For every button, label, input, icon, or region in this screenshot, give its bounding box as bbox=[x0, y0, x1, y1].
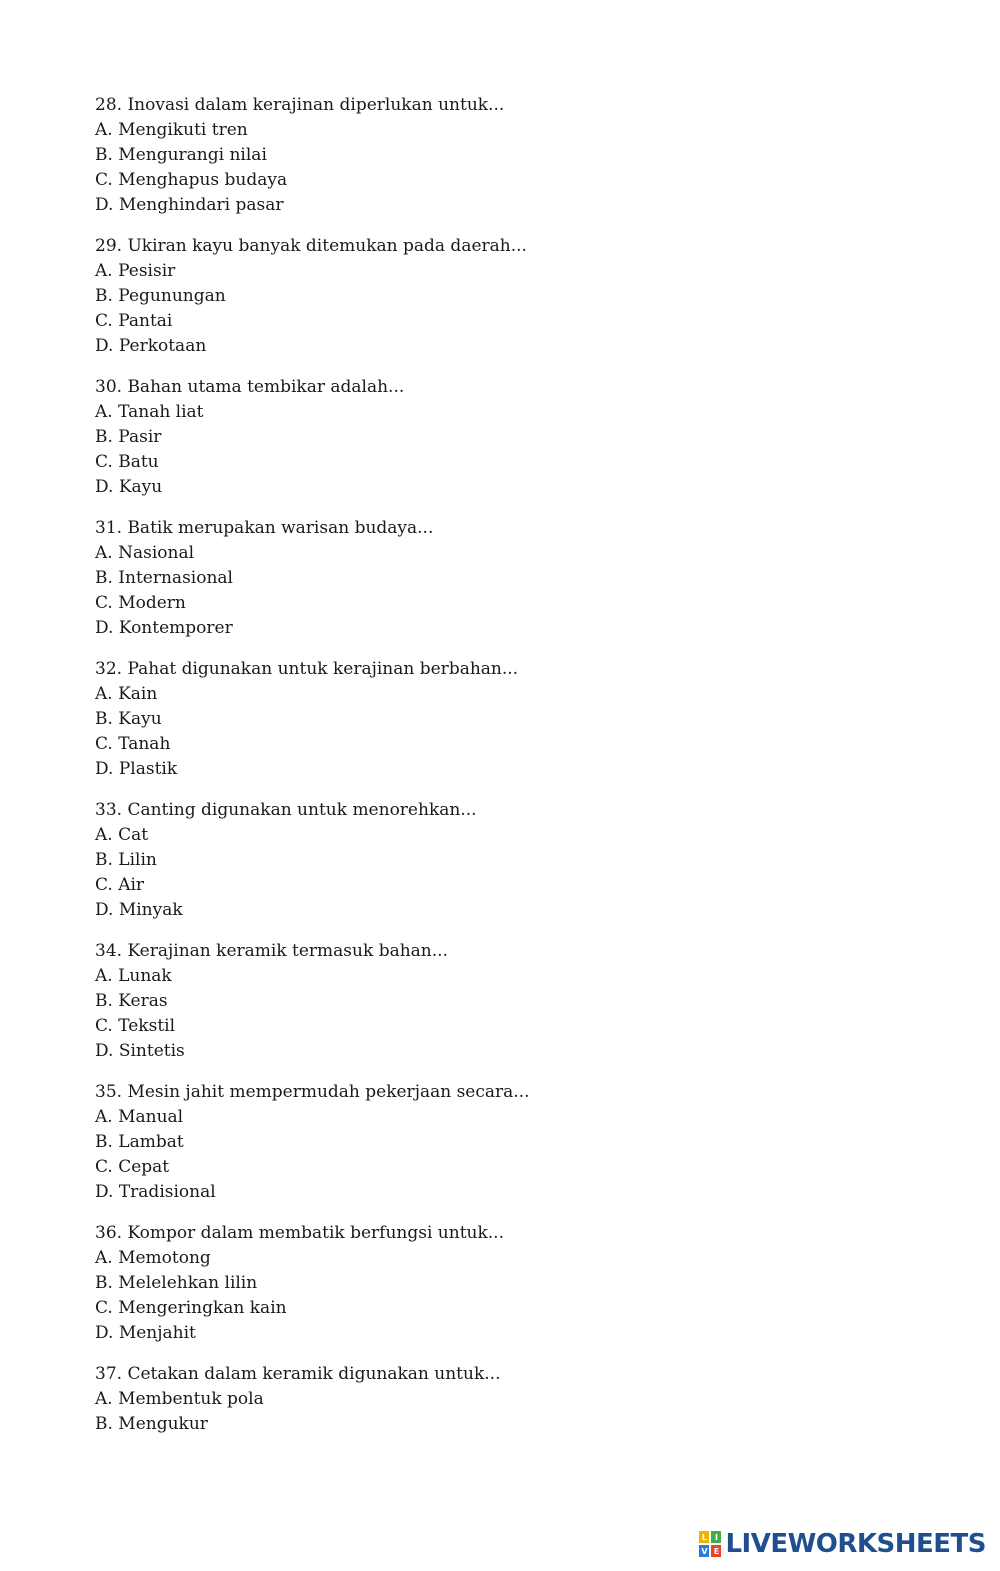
worksheet-content bbox=[95, 93, 915, 1453]
option-c: C. Mengeringkan kain bbox=[95, 1298, 287, 1318]
option-c: C. Air bbox=[95, 875, 145, 895]
option-b: B. Internasional bbox=[95, 568, 233, 588]
option-a: A. Tanah liat bbox=[95, 402, 204, 422]
option-c: C. Cepat bbox=[95, 1157, 170, 1177]
logo-icon bbox=[699, 1531, 721, 1557]
option-c: C. Tekstil bbox=[95, 1016, 176, 1036]
question-text: 33. Canting digunakan untuk menorehkan... bbox=[95, 800, 477, 820]
logo-tile-e: E bbox=[711, 1545, 721, 1557]
option-b: B. Lambat bbox=[95, 1132, 184, 1152]
option-a: A. Pesisir bbox=[95, 261, 176, 281]
option-a: A. Mengikuti tren bbox=[95, 120, 248, 140]
option-b: B. Mengukur bbox=[95, 1414, 208, 1434]
option-a: A. Nasional bbox=[95, 543, 195, 563]
option-a: A. Memotong bbox=[95, 1248, 211, 1268]
option-a: A. Cat bbox=[95, 825, 149, 845]
option-b: B. Pegunungan bbox=[95, 286, 226, 306]
option-c: C. Modern bbox=[95, 593, 186, 613]
logo-tile-i: I bbox=[711, 1531, 721, 1543]
question-text: 34. Kerajinan keramik termasuk bahan... bbox=[95, 941, 448, 961]
logo-tile-v: V bbox=[701, 1546, 708, 1556]
question-33 bbox=[95, 798, 915, 923]
option-a: A. Manual bbox=[95, 1107, 184, 1127]
option-b: B. Lilin bbox=[95, 850, 157, 870]
option-d: D. Minyak bbox=[95, 900, 183, 920]
question-text: 30. Bahan utama tembikar adalah... bbox=[95, 377, 405, 397]
option-d: D. Perkotaan bbox=[95, 336, 207, 356]
option-d: D. Menghindari pasar bbox=[95, 195, 284, 215]
question-text: 31. Batik merupakan warisan budaya... bbox=[95, 518, 434, 538]
question-35 bbox=[95, 1080, 915, 1205]
question-32 bbox=[95, 657, 915, 782]
option-b: B. Mengurangi nilai bbox=[95, 145, 267, 165]
option-b: B. Melelehkan lilin bbox=[95, 1273, 258, 1293]
option-b: B. Keras bbox=[95, 991, 168, 1011]
question-text: 35. Mesin jahit mempermudah pekerjaan secara... bbox=[95, 1082, 530, 1102]
question-text: 37. Cetakan dalam keramik digunakan untuk... bbox=[95, 1364, 501, 1384]
option-d: D. Tradisional bbox=[95, 1182, 216, 1202]
option-c: C. Menghapus budaya bbox=[95, 170, 288, 190]
question-37 bbox=[95, 1362, 915, 1437]
question-30 bbox=[95, 375, 915, 500]
option-d: D. Kayu bbox=[95, 477, 163, 497]
option-a: A. Kain bbox=[95, 684, 158, 704]
question-31 bbox=[95, 516, 915, 641]
brand-name: LIVEWORKSHEETS bbox=[725, 1529, 986, 1559]
option-b: B. Kayu bbox=[95, 709, 162, 729]
option-a: A. Lunak bbox=[95, 966, 172, 986]
option-c: C. Batu bbox=[95, 452, 159, 472]
liveworksheets-logo bbox=[699, 1529, 986, 1559]
option-d: D. Plastik bbox=[95, 759, 178, 779]
question-36 bbox=[95, 1221, 915, 1346]
question-28 bbox=[95, 93, 915, 218]
logo-tile-l: L bbox=[699, 1531, 709, 1543]
option-a: A. Membentuk pola bbox=[95, 1389, 264, 1409]
option-d: D. Menjahit bbox=[95, 1323, 196, 1343]
question-text: 36. Kompor dalam membatik berfungsi untuk... bbox=[95, 1223, 504, 1243]
option-c: C. Tanah bbox=[95, 734, 171, 754]
option-b: B. Pasir bbox=[95, 427, 162, 447]
option-d: D. Sintetis bbox=[95, 1041, 185, 1061]
question-34 bbox=[95, 939, 915, 1064]
question-29 bbox=[95, 234, 915, 359]
option-d: D. Kontemporer bbox=[95, 618, 233, 638]
question-text: 32. Pahat digunakan untuk kerajinan berbahan... bbox=[95, 659, 519, 679]
question-text: 28. Inovasi dalam kerajinan diperlukan untuk... bbox=[95, 95, 505, 115]
question-text: 29. Ukiran kayu banyak ditemukan pada daerah... bbox=[95, 236, 527, 256]
option-c: C. Pantai bbox=[95, 311, 173, 331]
